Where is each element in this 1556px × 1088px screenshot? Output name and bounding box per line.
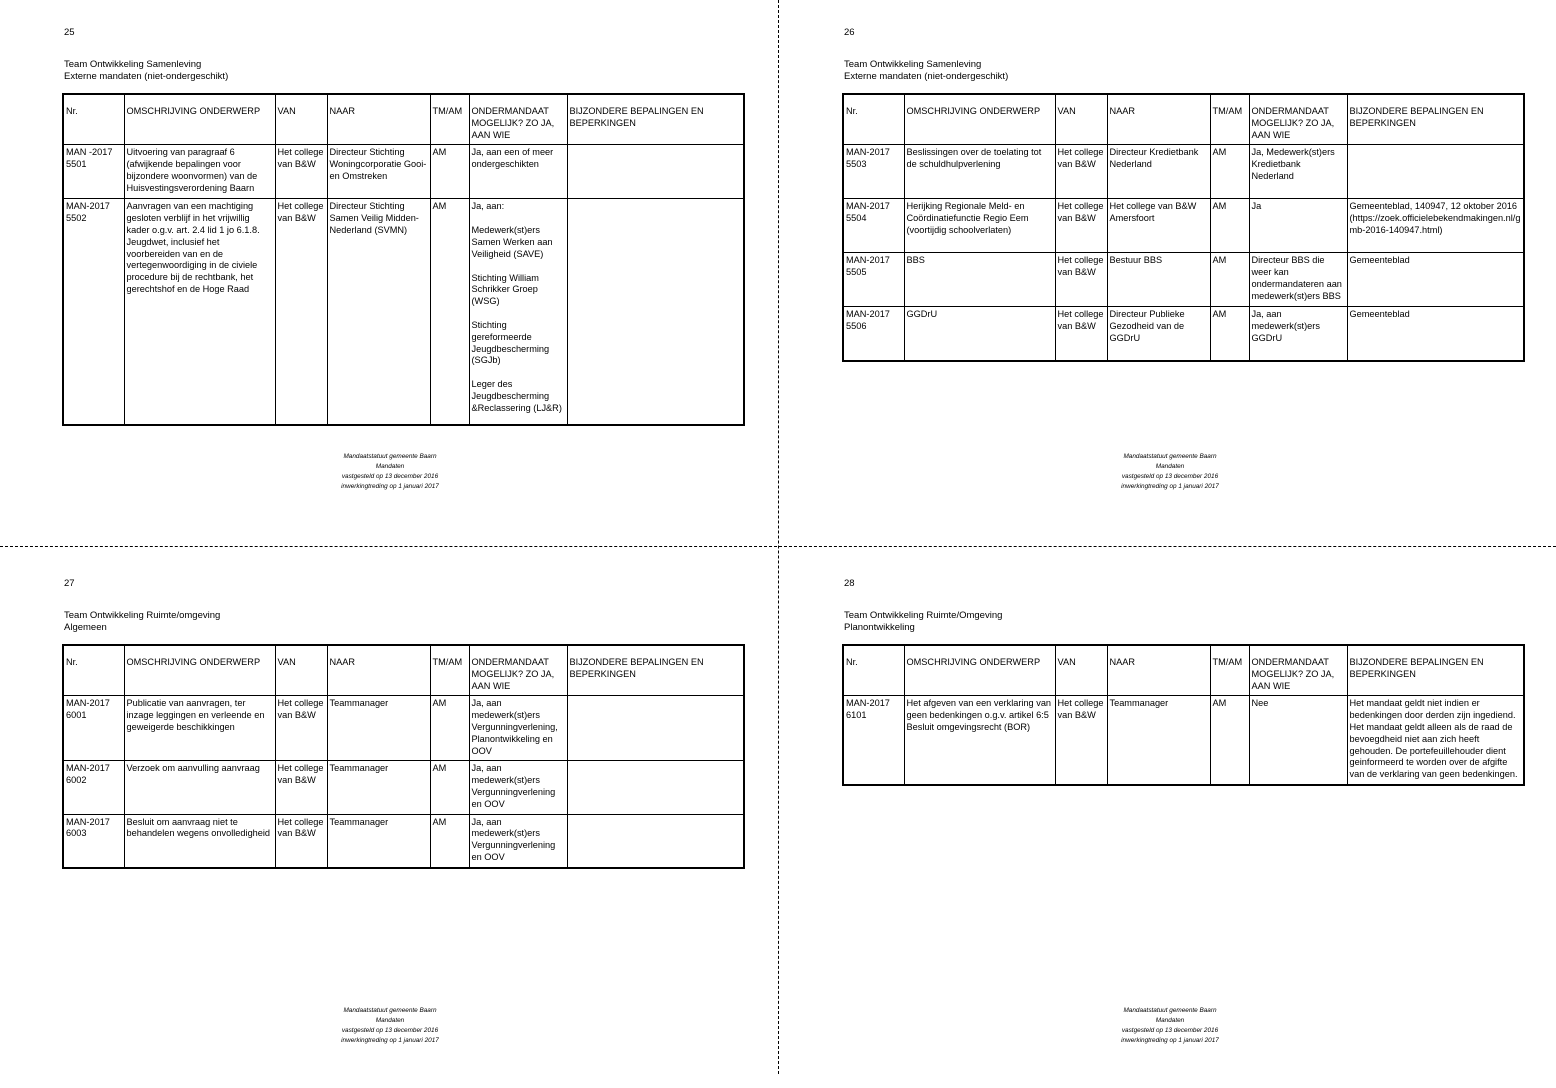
ondermandaat-paragraph: Leger des Jeugdbescherming &Reclassering (LJ&R) bbox=[471, 379, 562, 413]
mandates-table bbox=[842, 93, 1525, 362]
page-number: 27 bbox=[64, 578, 75, 589]
ondermandaat-paragraph: Ja bbox=[1251, 201, 1262, 212]
cell-van: Het college van B&W bbox=[1055, 696, 1107, 785]
cell-tmam: AM bbox=[430, 761, 469, 814]
cell-ondermandaat bbox=[1249, 696, 1347, 785]
cell-van: Het college van B&W bbox=[1055, 145, 1107, 199]
ondermandaat-paragraph: Ja, aan een of meer ondergeschikten bbox=[471, 147, 554, 170]
team-name: Team Ontwikkeling Samenleving bbox=[64, 59, 202, 70]
cell-onderwerp: Besluit om aanvraag niet te behandelen wegens onvolledigheid bbox=[124, 814, 275, 868]
cell-naar: Het college van B&W Amersfoort bbox=[1107, 199, 1210, 253]
header-col-bepalingen: BIJZONDERE BEPALINGEN EN BEPERKINGEN bbox=[567, 645, 744, 696]
cell-van: Het college van B&W bbox=[275, 761, 327, 814]
cell-onderwerp: BBS bbox=[904, 253, 1055, 307]
cell-nr: MAN-2017 6002 bbox=[63, 761, 124, 814]
footer-effective-date: inwerkingtreding op 1 januari 2017 bbox=[1121, 1037, 1219, 1044]
page-heading bbox=[844, 59, 1008, 83]
ondermandaat-paragraph: Directeur BBS die weer kan ondermandateren aan medewerk(st)ers BBS bbox=[1251, 255, 1342, 301]
cell-onderwerp: Beslissingen over de toelating tot de schuldhulpverlening bbox=[904, 145, 1055, 199]
page-footer bbox=[290, 452, 490, 492]
cell-nr: MAN-2017 5505 bbox=[843, 253, 904, 307]
table-header-row bbox=[63, 645, 744, 696]
team-name: Team Ontwikkeling Ruimte/Omgeving bbox=[844, 610, 1003, 621]
header-col-tmam: TM/AM bbox=[1210, 94, 1249, 145]
mandates-table bbox=[62, 644, 745, 869]
cell-tmam: AM bbox=[430, 696, 469, 761]
cell-tmam: AM bbox=[1210, 307, 1249, 361]
page-heading bbox=[64, 59, 228, 83]
table-row bbox=[843, 145, 1524, 199]
ondermandaat-paragraph: Nee bbox=[1251, 698, 1269, 709]
ondermandaat-paragraph: Stichting William Schrikker Groep (WSG) bbox=[471, 272, 539, 307]
table-header-row bbox=[843, 645, 1524, 696]
section-name: Algemeen bbox=[64, 622, 107, 633]
header-col-onderwerp: OMSCHRIJVING ONDERWERP bbox=[124, 645, 275, 696]
footer-adopted-date: vastgesteld op 13 december 2016 bbox=[1121, 473, 1219, 480]
header-col-naar: NAAR bbox=[1107, 94, 1210, 145]
page-number: 25 bbox=[64, 27, 75, 38]
cell-naar: Teammanager bbox=[327, 814, 430, 868]
ondermandaat-paragraph: Ja, aan medewerk(st)ers Vergunningverlening en OOV bbox=[471, 763, 556, 809]
table-row bbox=[63, 761, 744, 814]
header-col-naar: NAAR bbox=[327, 645, 430, 696]
cell-onderwerp: Publicatie van aanvragen, ter inzage leggingen en verleende en geweigerde beschikkingen bbox=[124, 696, 275, 761]
page-27 bbox=[0, 551, 778, 1088]
cell-ondermandaat bbox=[469, 814, 567, 868]
cell-onderwerp: GGDrU bbox=[904, 307, 1055, 361]
header-col-tmam: TM/AM bbox=[430, 645, 469, 696]
ondermandaat-paragraph: Ja, Medewerk(st)ers Kredietbank Nederland bbox=[1251, 147, 1335, 181]
cell-onderwerp: Herijking Regionale Meld- en Coördinatiefunctie Regio Eem (voortijdig schoolverlaten) bbox=[904, 199, 1055, 253]
vertical-page-separator bbox=[778, 0, 779, 1074]
table-row bbox=[843, 253, 1524, 307]
footer-effective-date: inwerkingtreding op 1 januari 2017 bbox=[341, 1037, 439, 1044]
cell-tmam: AM bbox=[1210, 145, 1249, 199]
ondermandaat-paragraph: Ja, aan medewerk(st)ers Vergunningverlening, Planontwikkeling en OOV bbox=[471, 698, 558, 756]
cell-naar: Directeur Stichting Samen Veilig Midden-Nederland (SVMN) bbox=[327, 199, 430, 425]
section-name: Planontwikkeling bbox=[844, 622, 915, 633]
cell-onderwerp: Verzoek om aanvulling aanvraag bbox=[124, 761, 275, 814]
ondermandaat-paragraph: Ja, aan: bbox=[471, 201, 505, 212]
cell-van: Het college van B&W bbox=[275, 814, 327, 868]
cell-ondermandaat bbox=[469, 761, 567, 814]
header-col-bepalingen: BIJZONDERE BEPALINGEN EN BEPERKINGEN bbox=[1347, 94, 1524, 145]
page-footer bbox=[1070, 1006, 1270, 1046]
header-col-ondermandaat: ONDERMANDAAT MOGELIJK? ZO JA, AAN WIE bbox=[469, 645, 567, 696]
footer-title: Mandaatstatuut gemeente Baarn bbox=[343, 453, 437, 460]
cell-naar: Directeur Publieke Gezodheid van de GGDrU bbox=[1107, 307, 1210, 361]
table-row bbox=[63, 199, 744, 425]
cell-nr: MAN-2017 6003 bbox=[63, 814, 124, 868]
cell-tmam: AM bbox=[430, 199, 469, 425]
cell-naar: Bestuur BBS bbox=[1107, 253, 1210, 307]
footer-subtitle: Mandaten bbox=[1155, 1017, 1185, 1024]
cell-nr: MAN-2017 5503 bbox=[843, 145, 904, 199]
cell-nr: MAN-2017 6001 bbox=[63, 696, 124, 761]
cell-ondermandaat bbox=[469, 696, 567, 761]
header-col-bepalingen: BIJZONDERE BEPALINGEN EN BEPERKINGEN bbox=[1347, 645, 1524, 696]
cell-ondermandaat bbox=[1249, 199, 1347, 253]
cell-bepalingen bbox=[567, 696, 744, 761]
cell-ondermandaat bbox=[469, 199, 567, 425]
page-heading bbox=[844, 610, 1002, 634]
table-header-row bbox=[63, 94, 744, 145]
header-col-tmam: TM/AM bbox=[430, 94, 469, 145]
ondermandaat-paragraph: Ja, aan medewerk(st)ers GGDrU bbox=[1251, 309, 1320, 343]
header-col-onderwerp: OMSCHRIJVING ONDERWERP bbox=[124, 94, 275, 145]
header-col-nr: Nr. bbox=[63, 645, 124, 696]
cell-ondermandaat bbox=[1249, 145, 1347, 199]
footer-subtitle: Mandaten bbox=[375, 1017, 405, 1024]
header-col-ondermandaat: ONDERMANDAAT MOGELIJK? ZO JA, AAN WIE bbox=[1249, 645, 1347, 696]
header-col-bepalingen: BIJZONDERE BEPALINGEN EN BEPERKINGEN bbox=[567, 94, 744, 145]
cell-bepalingen: Gemeenteblad bbox=[1347, 307, 1524, 361]
ondermandaat-paragraph: Medewerk(st)ers Samen Werken aan Veiligheid (SAVE) bbox=[471, 225, 553, 259]
page-number: 26 bbox=[844, 27, 855, 38]
cell-tmam: AM bbox=[1210, 199, 1249, 253]
cell-tmam: AM bbox=[430, 814, 469, 868]
footer-subtitle: Mandaten bbox=[1155, 463, 1185, 470]
table-row bbox=[63, 145, 744, 199]
cell-nr: MAN-2017 5504 bbox=[843, 199, 904, 253]
page-footer bbox=[1070, 452, 1270, 492]
header-col-nr: Nr. bbox=[63, 94, 124, 145]
footer-adopted-date: vastgesteld op 13 december 2016 bbox=[1121, 1027, 1219, 1034]
header-col-naar: NAAR bbox=[327, 94, 430, 145]
header-col-ondermandaat: ONDERMANDAAT MOGELIJK? ZO JA, AAN WIE bbox=[1249, 94, 1347, 145]
footer-effective-date: inwerkingtreding op 1 januari 2017 bbox=[1121, 483, 1219, 490]
cell-nr: MAN -2017 5501 bbox=[63, 145, 124, 199]
page-number: 28 bbox=[844, 578, 855, 589]
cell-van: Het college van B&W bbox=[1055, 307, 1107, 361]
footer-adopted-date: vastgesteld op 13 december 2016 bbox=[341, 1027, 439, 1034]
cell-ondermandaat bbox=[1249, 307, 1347, 361]
header-col-van: VAN bbox=[275, 94, 327, 145]
mandates-table bbox=[62, 93, 745, 426]
mandates-table bbox=[842, 644, 1525, 786]
cell-nr: MAN-2017 6101 bbox=[843, 696, 904, 785]
table-header-row bbox=[843, 94, 1524, 145]
cell-bepalingen: Het mandaat geldt niet indien er bedenkingen door derden zijn ingediend. Het mandaat geldt alleen als de raad de bevoegdheid niet aan zich heeft gehouden. De portefeuillehouder dient geinformeerd te worden over de afgifte van de verklaring van geen bedenkingen. bbox=[1347, 696, 1524, 785]
cell-onderwerp: Uitvoering van paragraaf 6 (afwijkende bepalingen voor bijzondere woonvormen) van de Huisvestingsverordening Baarn bbox=[124, 145, 275, 199]
header-col-tmam: TM/AM bbox=[1210, 645, 1249, 696]
header-col-nr: Nr. bbox=[843, 645, 904, 696]
header-col-onderwerp: OMSCHRIJVING ONDERWERP bbox=[904, 94, 1055, 145]
cell-van: Het college van B&W bbox=[1055, 253, 1107, 307]
footer-title: Mandaatstatuut gemeente Baarn bbox=[1123, 453, 1217, 460]
cell-nr: MAN-2017 5502 bbox=[63, 199, 124, 425]
header-col-van: VAN bbox=[275, 645, 327, 696]
page-26 bbox=[780, 0, 1556, 537]
ondermandaat-paragraph: Ja, aan medewerk(st)ers Vergunningverlening en OOV bbox=[471, 816, 556, 862]
footer-title: Mandaatstatuut gemeente Baarn bbox=[1123, 1007, 1217, 1014]
cell-naar: Directeur Stichting Woningcorporatie Gooi- en Omstreken bbox=[327, 145, 430, 199]
cell-bepalingen: Gemeenteblad, 140947, 12 oktober 2016 (https://zoek.officielebekendmakingen.nl/gmb-2016-140947.html) bbox=[1347, 199, 1524, 253]
cell-van: Het college van B&W bbox=[1055, 199, 1107, 253]
cell-van: Het college van B&W bbox=[275, 145, 327, 199]
footer-title: Mandaatstatuut gemeente Baarn bbox=[343, 1007, 437, 1014]
cell-bepalingen bbox=[567, 199, 744, 425]
header-col-onderwerp: OMSCHRIJVING ONDERWERP bbox=[904, 645, 1055, 696]
cell-naar: Directeur Kredietbank Nederland bbox=[1107, 145, 1210, 199]
horizontal-page-separator bbox=[0, 546, 1556, 547]
page-25 bbox=[0, 0, 778, 537]
section-name: Externe mandaten (niet-ondergeschikt) bbox=[64, 71, 229, 82]
header-col-van: VAN bbox=[1055, 94, 1107, 145]
cell-naar: Teammanager bbox=[327, 696, 430, 761]
cell-tmam: AM bbox=[430, 145, 469, 199]
footer-adopted-date: vastgesteld op 13 december 2016 bbox=[341, 473, 439, 480]
page-footer bbox=[290, 1006, 490, 1046]
cell-van: Het college van B&W bbox=[275, 696, 327, 761]
table-row bbox=[843, 307, 1524, 361]
cell-onderwerp: Aanvragen van een machtiging gesloten verblijf in het vrijwillig kader o.g.v. art. 2.4 lid 1 jo 6.1.8. Jeugdwet, inclusief het voorbereiden van en de vertegenwoordiging in de civiele procedure bij de rechtbank, het gerechtshof en de Hoge Raad bbox=[124, 199, 275, 425]
page-28 bbox=[780, 551, 1556, 1088]
cell-bepalingen bbox=[567, 761, 744, 814]
cell-nr: MAN-2017 5506 bbox=[843, 307, 904, 361]
cell-onderwerp: Het afgeven van een verklaring van geen bedenkingen o.g.v. artikel 6:5 Besluit omgevingsrecht (BOR) bbox=[904, 696, 1055, 785]
cell-bepalingen: Gemeenteblad bbox=[1347, 253, 1524, 307]
table-row bbox=[843, 696, 1524, 785]
cell-bepalingen bbox=[567, 145, 744, 199]
footer-subtitle: Mandaten bbox=[375, 463, 405, 470]
cell-tmam: AM bbox=[1210, 696, 1249, 785]
section-name: Externe mandaten (niet-ondergeschikt) bbox=[844, 71, 1009, 82]
table-row bbox=[63, 814, 744, 868]
cell-naar: Teammanager bbox=[1107, 696, 1210, 785]
cell-van: Het college van B&W bbox=[275, 199, 327, 425]
header-col-nr: Nr. bbox=[843, 94, 904, 145]
footer-effective-date: inwerkingtreding op 1 januari 2017 bbox=[341, 483, 439, 490]
cell-tmam: AM bbox=[1210, 253, 1249, 307]
cell-bepalingen bbox=[1347, 145, 1524, 199]
cell-naar: Teammanager bbox=[327, 761, 430, 814]
cell-bepalingen bbox=[567, 814, 744, 868]
team-name: Team Ontwikkeling Samenleving bbox=[844, 59, 982, 70]
header-col-van: VAN bbox=[1055, 645, 1107, 696]
header-col-naar: NAAR bbox=[1107, 645, 1210, 696]
page-heading bbox=[64, 610, 220, 634]
ondermandaat-paragraph: Stichting gereformeerde Jeugdbescherming (SGJb) bbox=[471, 319, 550, 366]
table-row bbox=[63, 696, 744, 761]
cell-ondermandaat bbox=[1249, 253, 1347, 307]
header-col-ondermandaat: ONDERMANDAAT MOGELIJK? ZO JA, AAN WIE bbox=[469, 94, 567, 145]
table-row bbox=[843, 199, 1524, 253]
team-name: Team Ontwikkeling Ruimte/omgeving bbox=[64, 610, 221, 621]
cell-ondermandaat bbox=[469, 145, 567, 199]
